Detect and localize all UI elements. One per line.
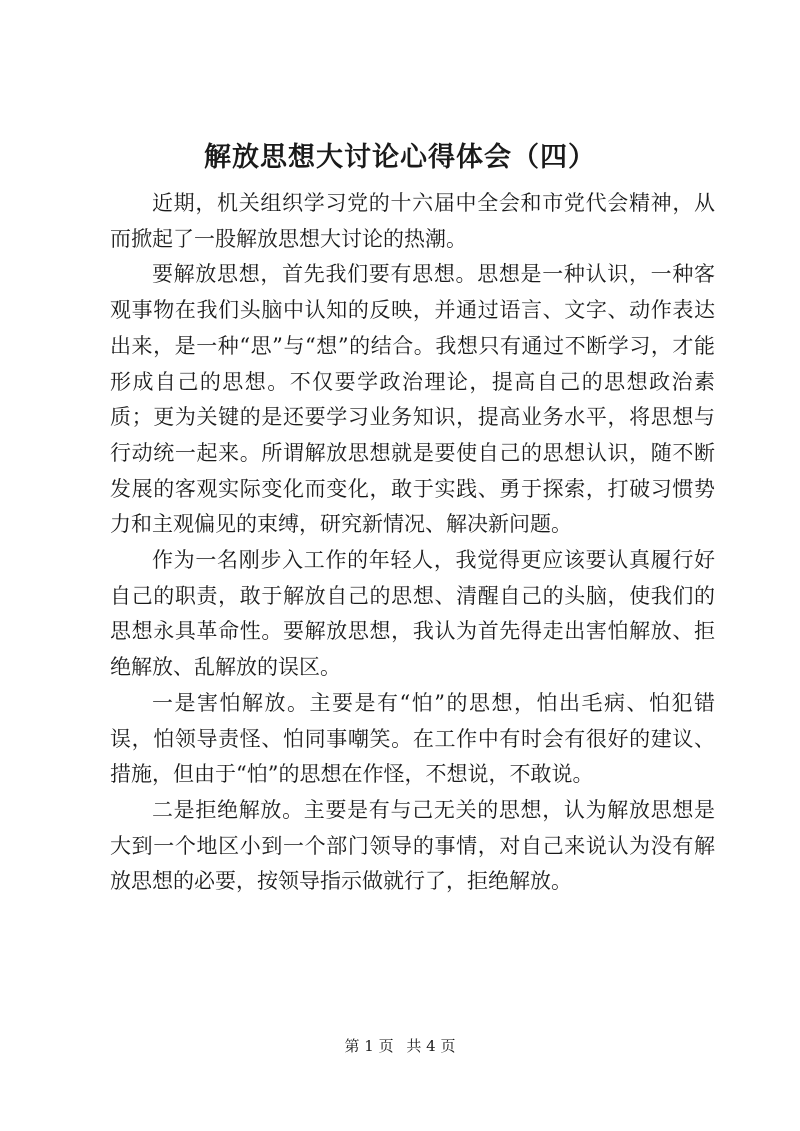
paragraph-4: 一是害怕解放。主要是有“怕”的思想，怕出毛病、怕犯错误，怕领导责怪、怕同事嘲笑。在工作中有时会有很好的建议、措施，但由于“怕”的思想在作怪，不想说，不敢说。 <box>110 690 715 787</box>
paragraph-2: 要解放思想，首先我们要有思想。思想是一种认识，一种客观事物在我们头脑中认知的反映，并通过语言、文字、动作表达出来，是一种“思”与“想”的结合。我想只有通过不断学习，才能形成自己的思想。不仅要学政治理论，提高自己的思想政治素质；更为关键的是还要学习业务知识，提高业务水平，将思想与行动统一起来。所谓解放思想就是要使自己的思想认识，随不断发展的客观实际变化而变化，敢于实践、勇于探索，打破习惯势力和主观偏见的束缚，研究新情况、解决新问题。 <box>110 262 715 537</box>
page-number: 第 1 页 <box>344 1037 394 1055</box>
paragraph-3: 作为一名刚步入工作的年轻人，我觉得更应该要认真履行好自己的职责，敢于解放自己的思想、清醒自己的头脑，使我们的思想永具革命性。要解放思想，我认为首先得走出害怕解放、拒绝解放、乱解放的误区。 <box>110 548 715 680</box>
page-total: 共 4 页 <box>406 1037 456 1055</box>
page-footer <box>0 1036 800 1056</box>
page-title: 解放思想大讨论心得体会（四） <box>204 142 596 173</box>
paragraph-1: 近期，机关组织学习党的十六届中全会和市党代会精神，从而掀起了一股解放思想大讨论的热潮。 <box>110 191 715 251</box>
paragraph-5: 二是拒绝解放。主要是有与己无关的思想，认为解放思想是大到一个地区小到一个部门领导的事情，对自己来说认为没有解放思想的必要，按领导指示做就行了，拒绝解放。 <box>110 797 715 894</box>
document-body <box>110 186 715 900</box>
